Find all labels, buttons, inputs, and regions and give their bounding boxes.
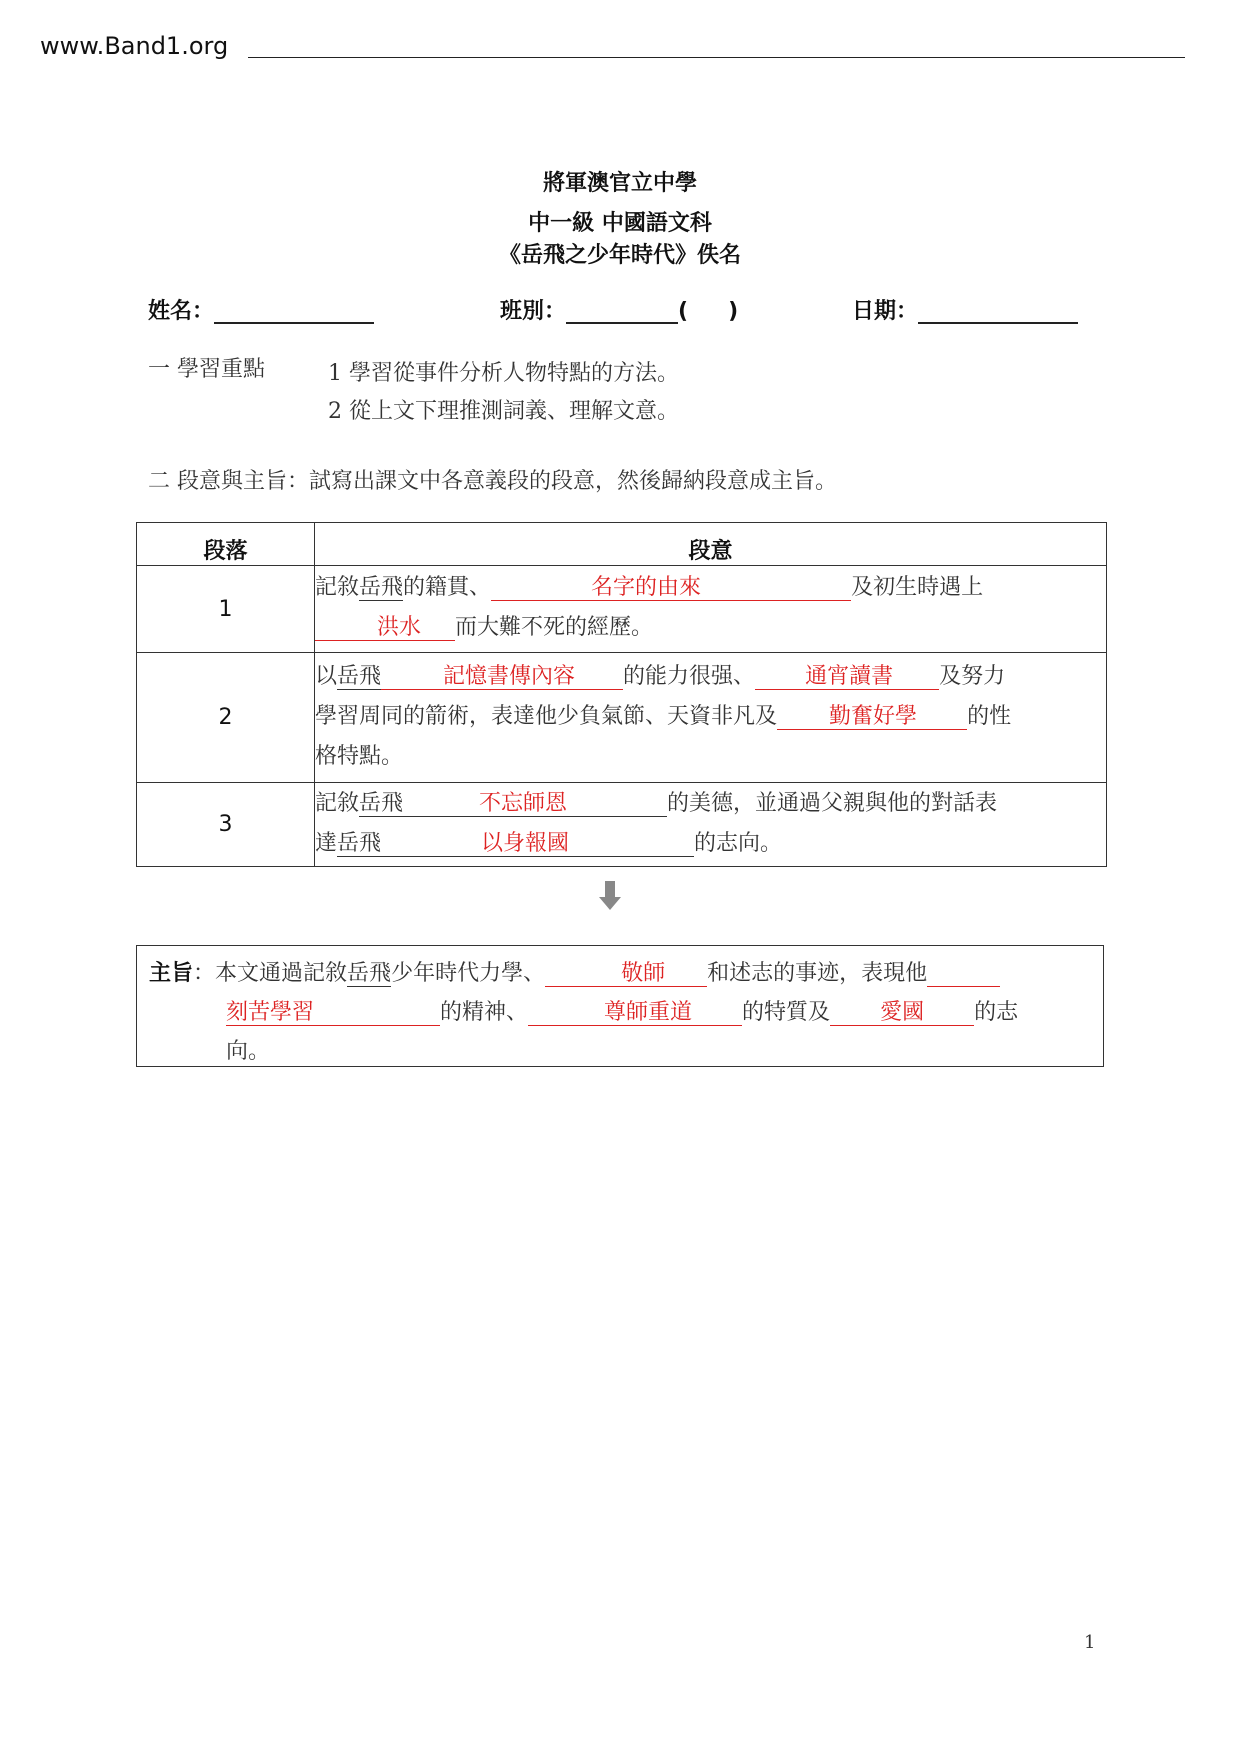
row-number: 1	[137, 566, 315, 653]
text-segment: 的志	[974, 1000, 1019, 1025]
class-label: 班別：	[500, 299, 567, 324]
date-blank[interactable]	[918, 298, 1078, 324]
date-field	[852, 294, 1078, 325]
text-segment: 以	[315, 664, 338, 689]
down-arrow-icon	[598, 881, 622, 911]
person-name: 岳飛	[337, 664, 382, 689]
table-header-row	[137, 523, 1107, 566]
text-segment: 而大難不死的經歷。	[455, 615, 654, 640]
class-paren-close: )	[728, 299, 739, 324]
row-text	[315, 566, 1107, 653]
section1-item-2: 2 從上文下理推測詞義、理解文意。	[328, 399, 679, 424]
name-blank[interactable]	[214, 298, 374, 324]
section1-item-1: 1 學習從事件分析人物特點的方法。	[328, 361, 679, 386]
answer-blank[interactable]: 尊師重道	[528, 1000, 742, 1026]
paragraph-table	[136, 522, 1107, 867]
summary-box	[136, 945, 1104, 1067]
text-segment: 的特質及	[742, 1000, 831, 1025]
course-title: 中一級 中國語文科	[528, 211, 712, 236]
table-row	[137, 783, 1107, 867]
date-label: 日期：	[852, 299, 919, 324]
row-text	[315, 783, 1107, 867]
name-label: 姓名：	[148, 299, 215, 324]
text-segment: 的志向。	[694, 831, 783, 856]
text-segment: 記敘	[315, 791, 360, 816]
answer-blank[interactable]: 敬師	[545, 961, 707, 987]
text-segment: 記敘	[315, 575, 360, 600]
row-text	[315, 653, 1107, 783]
answer-blank[interactable]: 洪水	[315, 615, 455, 641]
person-name: 岳飛	[359, 575, 404, 600]
section1-heading: 一 學習重點	[148, 357, 265, 382]
text-segment: 本文通過記敘	[215, 961, 348, 986]
text-segment: 的性	[967, 704, 1012, 729]
answer-blank[interactable]: 通宵讀書	[755, 664, 939, 690]
person-name: 周同	[359, 704, 404, 729]
answer-blank[interactable]: 記憶書傳內容	[381, 664, 623, 690]
text-segment: 的籍貫、	[403, 575, 492, 600]
summary-label: 主旨	[149, 961, 194, 986]
text-segment: 學習	[315, 704, 360, 729]
answer-blank[interactable]: 勤奮好學	[777, 704, 967, 730]
header-meaning: 段意	[315, 523, 1107, 566]
summary-colon: ：	[193, 961, 216, 986]
row-number: 2	[137, 653, 315, 783]
school-title: 將軍澳官立中學	[542, 171, 697, 196]
text-segment: 少年時代力學、	[391, 961, 546, 986]
header-rule	[248, 57, 1185, 58]
section2-heading: 二 段意與主旨：試寫出課文中各意義段的段意，然後歸納段意成主旨。	[148, 469, 837, 494]
text-segment: 及努力	[939, 664, 1006, 689]
class-field	[500, 294, 738, 325]
text-segment: 向。	[226, 1039, 271, 1064]
text-segment: 的能力很强、	[623, 664, 756, 689]
person-name: 岳飛	[359, 791, 404, 816]
site-url: www.Band1.org	[40, 32, 229, 60]
answer-blank-start[interactable]	[927, 961, 1000, 987]
name-field	[148, 294, 374, 325]
table-row	[137, 566, 1107, 653]
text-segment: 的精神、	[440, 1000, 529, 1025]
answer-blank[interactable]: 名字的由來	[491, 575, 851, 601]
text-segment: 達	[315, 831, 338, 856]
answer-blank[interactable]: 以身報國	[381, 831, 694, 857]
person-name: 岳飛	[337, 831, 382, 856]
text-segment: 及初生時遇上	[851, 575, 984, 600]
text-segment: 的箭術，表達他少負氣節、天資非凡及	[403, 704, 778, 729]
text-segment: 和述志的事迹，表現他	[707, 961, 928, 986]
text-segment: 格特點。	[315, 744, 404, 769]
table-row	[137, 653, 1107, 783]
header-paragraph: 段落	[137, 523, 315, 566]
answer-blank[interactable]: 不忘師恩	[403, 791, 667, 817]
lesson-title: 《岳飛之少年時代》佚名	[498, 243, 741, 268]
text-segment: 的美德，並通過父親與他的對話表	[667, 791, 998, 816]
page-number: 1	[1084, 1632, 1096, 1653]
answer-blank[interactable]: 刻苦學習	[226, 1000, 440, 1026]
person-name: 岳飛	[347, 961, 392, 986]
row-number: 3	[137, 783, 315, 867]
class-blank[interactable]	[566, 298, 678, 324]
answer-blank[interactable]: 愛國	[830, 1000, 974, 1026]
class-paren-open: (	[678, 299, 689, 324]
